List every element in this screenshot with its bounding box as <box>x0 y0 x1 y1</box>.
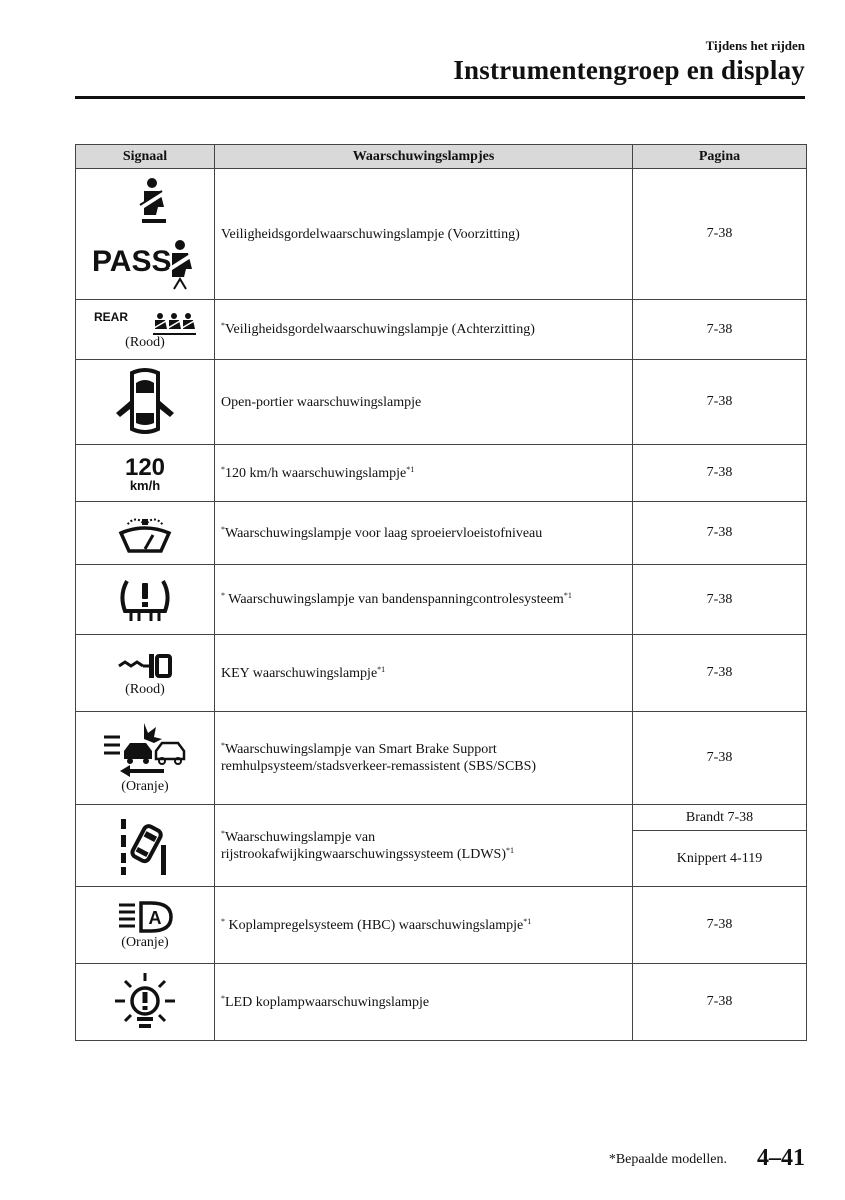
table-row <box>76 635 807 712</box>
signal-cell <box>76 805 215 887</box>
description-cell: Veiligheidsgordelwaarschuwingslampje (Voorzitting) <box>215 169 633 300</box>
seatbelt-passenger-icon <box>90 175 200 293</box>
svg-text:REAR: REAR <box>94 309 129 324</box>
table-row <box>76 300 807 360</box>
svg-text:A: A <box>148 908 162 928</box>
table-row <box>76 805 807 831</box>
signal-cell <box>76 502 215 565</box>
page-cell: 7-38 <box>633 502 807 565</box>
column-header-pagina: Pagina <box>633 145 807 169</box>
page-cell: 7-38 <box>633 712 807 805</box>
signal-caption: (Oranje) <box>121 779 169 794</box>
footnote: *Bepaalde modellen. <box>608 1152 727 1167</box>
svg-text:120: 120 <box>124 454 166 481</box>
description-cell: KEY waarschuwingslampje$^{*1}$ <box>215 635 633 712</box>
page-cell: Brandt 7-38 <box>633 805 807 831</box>
signal-cell <box>76 887 215 964</box>
table-row <box>76 964 807 1041</box>
auto-headlight-icon <box>115 899 175 935</box>
description-cell: *Waarschuwingslampje van rijstrookafwijkingwaarschuwingssysteem (LDWS)$^{*1}$ <box>215 805 633 887</box>
column-header-signaal: Signaal <box>76 145 215 169</box>
open-door-icon <box>110 367 180 437</box>
page-cell: Knippert 4-119 <box>633 831 807 887</box>
title-rule <box>75 96 805 99</box>
page-cell: 7-38 <box>633 300 807 360</box>
signal-cell <box>76 964 215 1041</box>
table-row <box>76 712 807 805</box>
page-cell: 7-38 <box>633 635 807 712</box>
signal-cell <box>76 360 215 445</box>
svg-text:PASS: PASS <box>92 245 172 278</box>
description-cell: *Waarschuwingslampje voor laag sproeiervloeistofniveau <box>215 502 633 565</box>
page-cell: 7-38 <box>633 360 807 445</box>
page-cell: 7-38 <box>633 565 807 635</box>
signal-cell <box>76 169 215 300</box>
table-row <box>76 887 807 964</box>
washer-fluid-icon <box>115 511 175 555</box>
smart-brake-icon <box>100 721 190 779</box>
description-cell: *120 km/h waarschuwingslampje$^{*1}$ <box>215 445 633 502</box>
page-cell: 7-38 <box>633 964 807 1041</box>
tire-pressure-icon <box>115 575 175 625</box>
table-row <box>76 502 807 565</box>
description-cell: *Waarschuwingslampje van Smart Brake Support remhulpsysteem/stadsverkeer-remassistent (SBS/SCBS) <box>215 712 633 805</box>
description-cell: Open-portier waarschuwingslampje <box>215 360 633 445</box>
description-cell: * Koplampregelsysteem (HBC) waarschuwingslampje$^{*1}$ <box>215 887 633 964</box>
signal-cell <box>76 712 215 805</box>
led-headlight-warning-icon <box>113 971 177 1033</box>
signal-caption: (Oranje) <box>121 935 169 950</box>
signal-cell <box>76 300 215 360</box>
section-label: Tijdens het rijden <box>705 38 805 53</box>
page-cell: 7-38 <box>633 445 807 502</box>
table-header-row <box>76 145 807 169</box>
signal-caption: (Rood) <box>125 682 165 697</box>
page-title: Instrumentengroep en display <box>453 55 805 85</box>
warning-lights-table <box>75 144 807 1041</box>
signal-cell <box>76 445 215 502</box>
description-cell: *Veiligheidsgordelwaarschuwingslampje (Achterzitting) <box>215 300 633 360</box>
key-icon <box>115 648 175 682</box>
signal-caption: (Rood) <box>125 334 165 350</box>
column-header-waarschuwingslampjes: Waarschuwingslampjes <box>215 145 633 169</box>
table-row <box>76 565 807 635</box>
page-cell: 7-38 <box>633 887 807 964</box>
description-cell: * Waarschuwingslampje van bandenspanningcontrolesysteem$^{*1}$ <box>215 565 633 635</box>
speed-120-icon <box>115 453 175 493</box>
signal-cell <box>76 635 215 712</box>
table-row <box>76 445 807 502</box>
description-cell: *LED koplampwaarschuwingslampje <box>215 964 633 1041</box>
lane-departure-icon <box>115 815 175 877</box>
page-cell: 7-38 <box>633 169 807 300</box>
rear-seatbelt-icon <box>90 309 200 335</box>
svg-text:km/h: km/h <box>129 478 161 493</box>
signal-cell <box>76 565 215 635</box>
page-number: 4–41 <box>757 1145 805 1171</box>
table-row <box>76 360 807 445</box>
table-row <box>76 169 807 300</box>
